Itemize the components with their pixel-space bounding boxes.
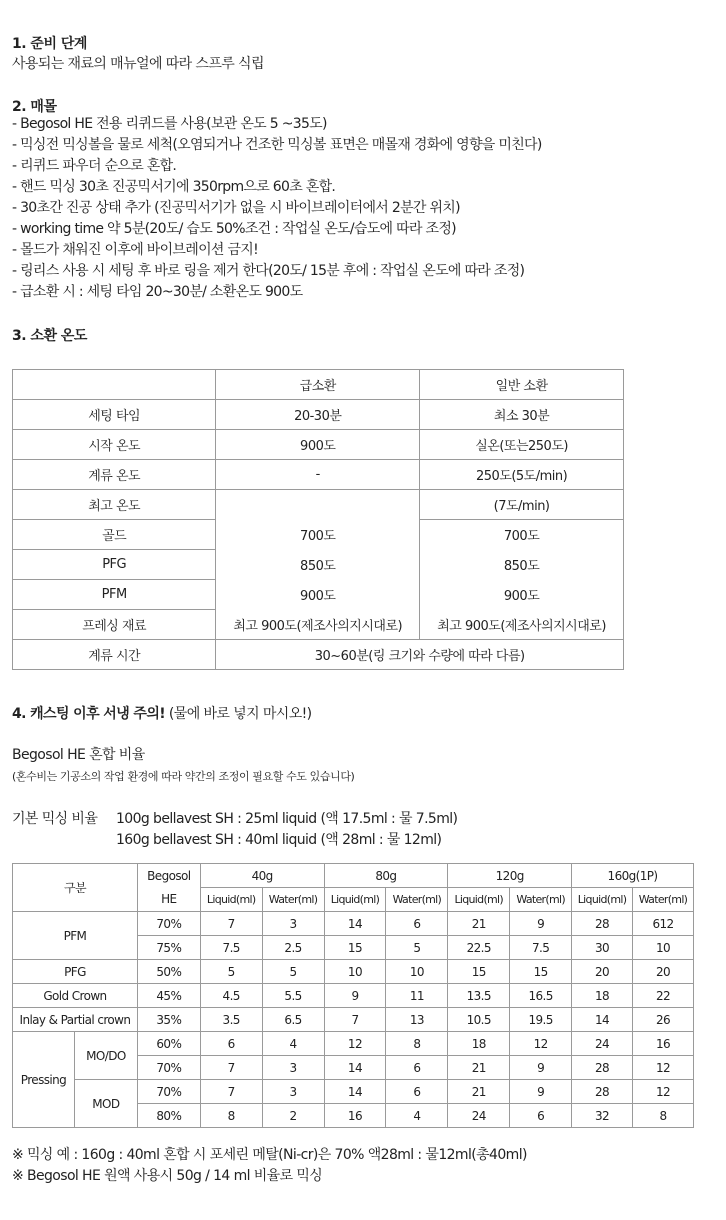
table-cell: 16 <box>324 1104 386 1128</box>
table-cell: 11 <box>386 984 448 1008</box>
basic-mixing-ratio-2: 160g bellavest SH : 40ml liquid (액 28ml : 물 12ml) <box>116 832 442 848</box>
section-4-title-rest: (물에 바로 넣지 마시오!) <box>165 706 312 722</box>
mixing-ratio-table <box>12 863 694 1128</box>
table-row <box>13 460 624 490</box>
table-cell: 20-30분 <box>216 400 420 430</box>
table-row <box>13 960 694 984</box>
section-1-text: 사용되는 재료의 매뉴얼에 따라 스프루 식립 <box>12 56 264 72</box>
table-cell: 3.5 <box>200 1008 262 1032</box>
table-row <box>13 1080 694 1104</box>
table-cell: 14 <box>324 1056 386 1080</box>
list-item: - 급소환 시 : 세팅 타임 20~30분/ 소환온도 900도 <box>12 284 303 300</box>
table-row <box>13 610 624 640</box>
table-cell: 프레싱 재료 <box>13 610 216 640</box>
basic-mixing-ratio-1: 100g bellavest SH : 25ml liquid (액 17.5ml : 물 7.5ml) <box>116 811 458 827</box>
table-cell: 28 <box>572 912 633 936</box>
basic-mixing-label: 기본 믹싱 비율 <box>12 811 98 827</box>
table-cell: 14 <box>324 912 386 936</box>
section-2-title: 2. 매몰 <box>12 99 57 115</box>
table-cell: 골드 <box>13 520 216 550</box>
table-cell: 30~60분(링 크기와 수량에 따라 다름) <box>216 640 624 670</box>
table-cell: 28 <box>572 1080 633 1104</box>
table-cell: 80% <box>137 1104 200 1128</box>
table-cell: 14 <box>324 1080 386 1104</box>
table-row <box>13 370 624 400</box>
table-cell: 20 <box>632 960 693 984</box>
table-row <box>13 580 624 610</box>
table-cell: 24 <box>572 1032 633 1056</box>
table-cell: 5 <box>262 960 324 984</box>
table-cell: - <box>216 460 420 490</box>
table-cell: 10.5 <box>448 1008 510 1032</box>
table-cell: Gold Crown <box>13 984 138 1008</box>
table-header: 80g <box>324 864 448 888</box>
table-cell: 9 <box>510 1080 572 1104</box>
table-header: Liquid(ml) <box>200 888 262 912</box>
table-cell: 6 <box>386 1080 448 1104</box>
table-cell: Inlay & Partial crown <box>13 1008 138 1032</box>
table-cell: 13.5 <box>448 984 510 1008</box>
table-cell: 9 <box>510 912 572 936</box>
table-cell: 8 <box>200 1104 262 1128</box>
list-item: - Begosol HE 전용 리퀴드를 사용(보관 온도 5 ~35도) <box>12 116 327 132</box>
table-cell <box>216 490 420 520</box>
table-cell: 6 <box>386 1056 448 1080</box>
table-cell: 70% <box>137 1080 200 1104</box>
table-cell: 10 <box>324 960 386 984</box>
table-header: Water(ml) <box>386 888 448 912</box>
table-cell: 12 <box>324 1032 386 1056</box>
table-header: Liquid(ml) <box>448 888 510 912</box>
section-3-title: 3. 소환 온도 <box>12 328 87 344</box>
mixing-ratio-note: (혼수비는 기공소의 작업 환경에 따라 약간의 조정이 필요할 수도 있습니다) <box>12 770 355 783</box>
table-cell: 45% <box>137 984 200 1008</box>
table-cell: 16 <box>632 1032 693 1056</box>
table-cell: 3 <box>262 1080 324 1104</box>
table-cell: 900도 <box>216 580 420 610</box>
table-cell: 700도 <box>216 520 420 550</box>
list-item: - 30초간 진공 상태 추가 (진공믹서기가 없을 시 바이브레이터에서 2분간 위치) <box>12 200 460 216</box>
table-row <box>13 550 624 580</box>
table-header: 120g <box>448 864 572 888</box>
table-cell: 6 <box>386 912 448 936</box>
table-row <box>13 490 624 520</box>
table-cell: 19.5 <box>510 1008 572 1032</box>
table-cell: 7 <box>200 1056 262 1080</box>
table-cell: 16.5 <box>510 984 572 1008</box>
footer-note-1: ※ 믹싱 예 : 160g : 40ml 혼합 시 포세린 메탈(Ni-cr)은 70% 액28ml : 물12ml(총40ml) <box>12 1147 527 1163</box>
table-cell: 계류 온도 <box>13 460 216 490</box>
table-cell: 13 <box>386 1008 448 1032</box>
section-4-title <box>12 703 312 723</box>
table-cell: 5 <box>200 960 262 984</box>
burnout-temperature-table <box>12 369 624 670</box>
table-cell: 7 <box>200 1080 262 1104</box>
table-cell: 7 <box>200 912 262 936</box>
table-cell: 15 <box>448 960 510 984</box>
table-row <box>13 984 694 1008</box>
table-cell: 6.5 <box>262 1008 324 1032</box>
table-cell: 최고 900도(제조사의지시대로) <box>216 610 420 640</box>
table-cell: 8 <box>386 1032 448 1056</box>
table-cell: 21 <box>448 1080 510 1104</box>
table-cell: 세팅 타임 <box>13 400 216 430</box>
table-cell: PFM <box>13 912 138 960</box>
table-cell: 계류 시간 <box>13 640 216 670</box>
list-item: - 링리스 사용 시 세팅 후 바로 링을 제거 한다(20도/ 15분 후에 : 작업실 온도에 따라 조정) <box>12 263 525 279</box>
table-header: HE <box>137 888 200 912</box>
table-header: Water(ml) <box>510 888 572 912</box>
table-header-row <box>13 864 694 888</box>
table-cell: MOD <box>74 1080 137 1128</box>
table-cell: 3 <box>262 912 324 936</box>
table-cell: 18 <box>572 984 633 1008</box>
list-item: - 리퀴드 파우더 순으로 혼합. <box>12 158 177 174</box>
table-cell: 28 <box>572 1056 633 1080</box>
list-item: - 몰드가 채워진 이후에 바이브레이션 금지! <box>12 242 259 258</box>
table-cell: 최고 온도 <box>13 490 216 520</box>
table-cell: 최고 900도(제조사의지시대로) <box>420 610 624 640</box>
table-cell: 850도 <box>216 550 420 580</box>
table-cell: 5.5 <box>262 984 324 1008</box>
table-cell: 26 <box>632 1008 693 1032</box>
table-cell: 실온(또는250도) <box>420 430 624 460</box>
table-cell: 22.5 <box>448 936 510 960</box>
table-row <box>13 1032 694 1056</box>
table-cell: MO/DO <box>74 1032 137 1080</box>
list-item: - 믹싱전 믹싱볼을 물로 세척(오염되거나 건조한 믹싱볼 표면은 매몰재 경화에 영향을 미친다) <box>12 137 542 153</box>
table-cell: 2.5 <box>262 936 324 960</box>
table-cell: 시작 온도 <box>13 430 216 460</box>
table-header: 160g(1P) <box>572 864 694 888</box>
table-cell: 15 <box>510 960 572 984</box>
table-header: 일반 소환 <box>420 370 624 400</box>
table-cell: 15 <box>324 936 386 960</box>
table-cell: 12 <box>510 1032 572 1056</box>
table-cell: 22 <box>632 984 693 1008</box>
table-cell <box>13 370 216 400</box>
table-cell: 250도(5도/min) <box>420 460 624 490</box>
table-cell: 7.5 <box>200 936 262 960</box>
table-cell: 20 <box>572 960 633 984</box>
table-cell: 3 <box>262 1056 324 1080</box>
table-header: Liquid(ml) <box>572 888 633 912</box>
table-header: Liquid(ml) <box>324 888 386 912</box>
table-cell: Pressing <box>13 1032 75 1128</box>
table-row <box>13 1008 694 1032</box>
table-cell: 7.5 <box>510 936 572 960</box>
table-cell: 4 <box>386 1104 448 1128</box>
table-row <box>13 912 694 936</box>
table-cell: 6 <box>200 1032 262 1056</box>
table-cell: 18 <box>448 1032 510 1056</box>
table-cell: PFM <box>13 580 216 610</box>
table-cell: 900도 <box>420 580 624 610</box>
table-row <box>13 520 624 550</box>
table-row <box>13 640 624 670</box>
table-cell: PFG <box>13 960 138 984</box>
table-cell: 6 <box>510 1104 572 1128</box>
table-cell: 7 <box>324 1008 386 1032</box>
table-cell: 12 <box>632 1080 693 1104</box>
section-1-title: 1. 준비 단계 <box>12 36 87 52</box>
table-row <box>13 400 624 430</box>
table-cell: 850도 <box>420 550 624 580</box>
table-header: 40g <box>200 864 324 888</box>
list-item: - 핸드 믹싱 30초 진공믹서기에 350rpm으로 60초 혼합. <box>12 179 336 195</box>
table-cell: 9 <box>510 1056 572 1080</box>
table-cell: 24 <box>448 1104 510 1128</box>
table-cell: 32 <box>572 1104 633 1128</box>
table-cell: 4.5 <box>200 984 262 1008</box>
table-header: 급소환 <box>216 370 420 400</box>
table-cell: (7도/min) <box>420 490 624 520</box>
table-cell: 70% <box>137 912 200 936</box>
table-cell: 10 <box>386 960 448 984</box>
mixing-ratio-subtitle: Begosol HE 혼합 비율 <box>12 747 145 763</box>
table-cell: 최소 30분 <box>420 400 624 430</box>
table-cell: 75% <box>137 936 200 960</box>
table-cell: 9 <box>324 984 386 1008</box>
section-4-title-bold: 4. 캐스팅 이후 서냉 주의! <box>12 706 166 722</box>
table-cell: 900도 <box>216 430 420 460</box>
table-cell: 2 <box>262 1104 324 1128</box>
table-cell: 21 <box>448 1056 510 1080</box>
table-header: Water(ml) <box>262 888 324 912</box>
table-cell: PFG <box>13 550 216 580</box>
table-cell: 35% <box>137 1008 200 1032</box>
table-cell: 21 <box>448 912 510 936</box>
table-header: Begosol <box>137 864 200 888</box>
table-header: 구분 <box>13 864 138 912</box>
table-cell: 60% <box>137 1032 200 1056</box>
table-cell: 4 <box>262 1032 324 1056</box>
table-cell: 70% <box>137 1056 200 1080</box>
table-cell: 10 <box>632 936 693 960</box>
section-2-list <box>12 114 542 303</box>
table-header: Water(ml) <box>632 888 693 912</box>
table-cell: 30 <box>572 936 633 960</box>
table-cell: 50% <box>137 960 200 984</box>
table-cell: 612 <box>632 912 693 936</box>
table-cell: 14 <box>572 1008 633 1032</box>
table-cell: 12 <box>632 1056 693 1080</box>
table-row <box>13 430 624 460</box>
table-cell: 5 <box>386 936 448 960</box>
footer-note-2: ※ Begosol HE 원액 사용시 50g / 14 ml 비율로 믹싱 <box>12 1168 323 1184</box>
list-item: - working time 약 5분(20도/ 습도 50%조건 : 작업실 온도/습도에 따라 조정) <box>12 221 456 237</box>
table-cell: 8 <box>632 1104 693 1128</box>
table-cell: 700도 <box>420 520 624 550</box>
